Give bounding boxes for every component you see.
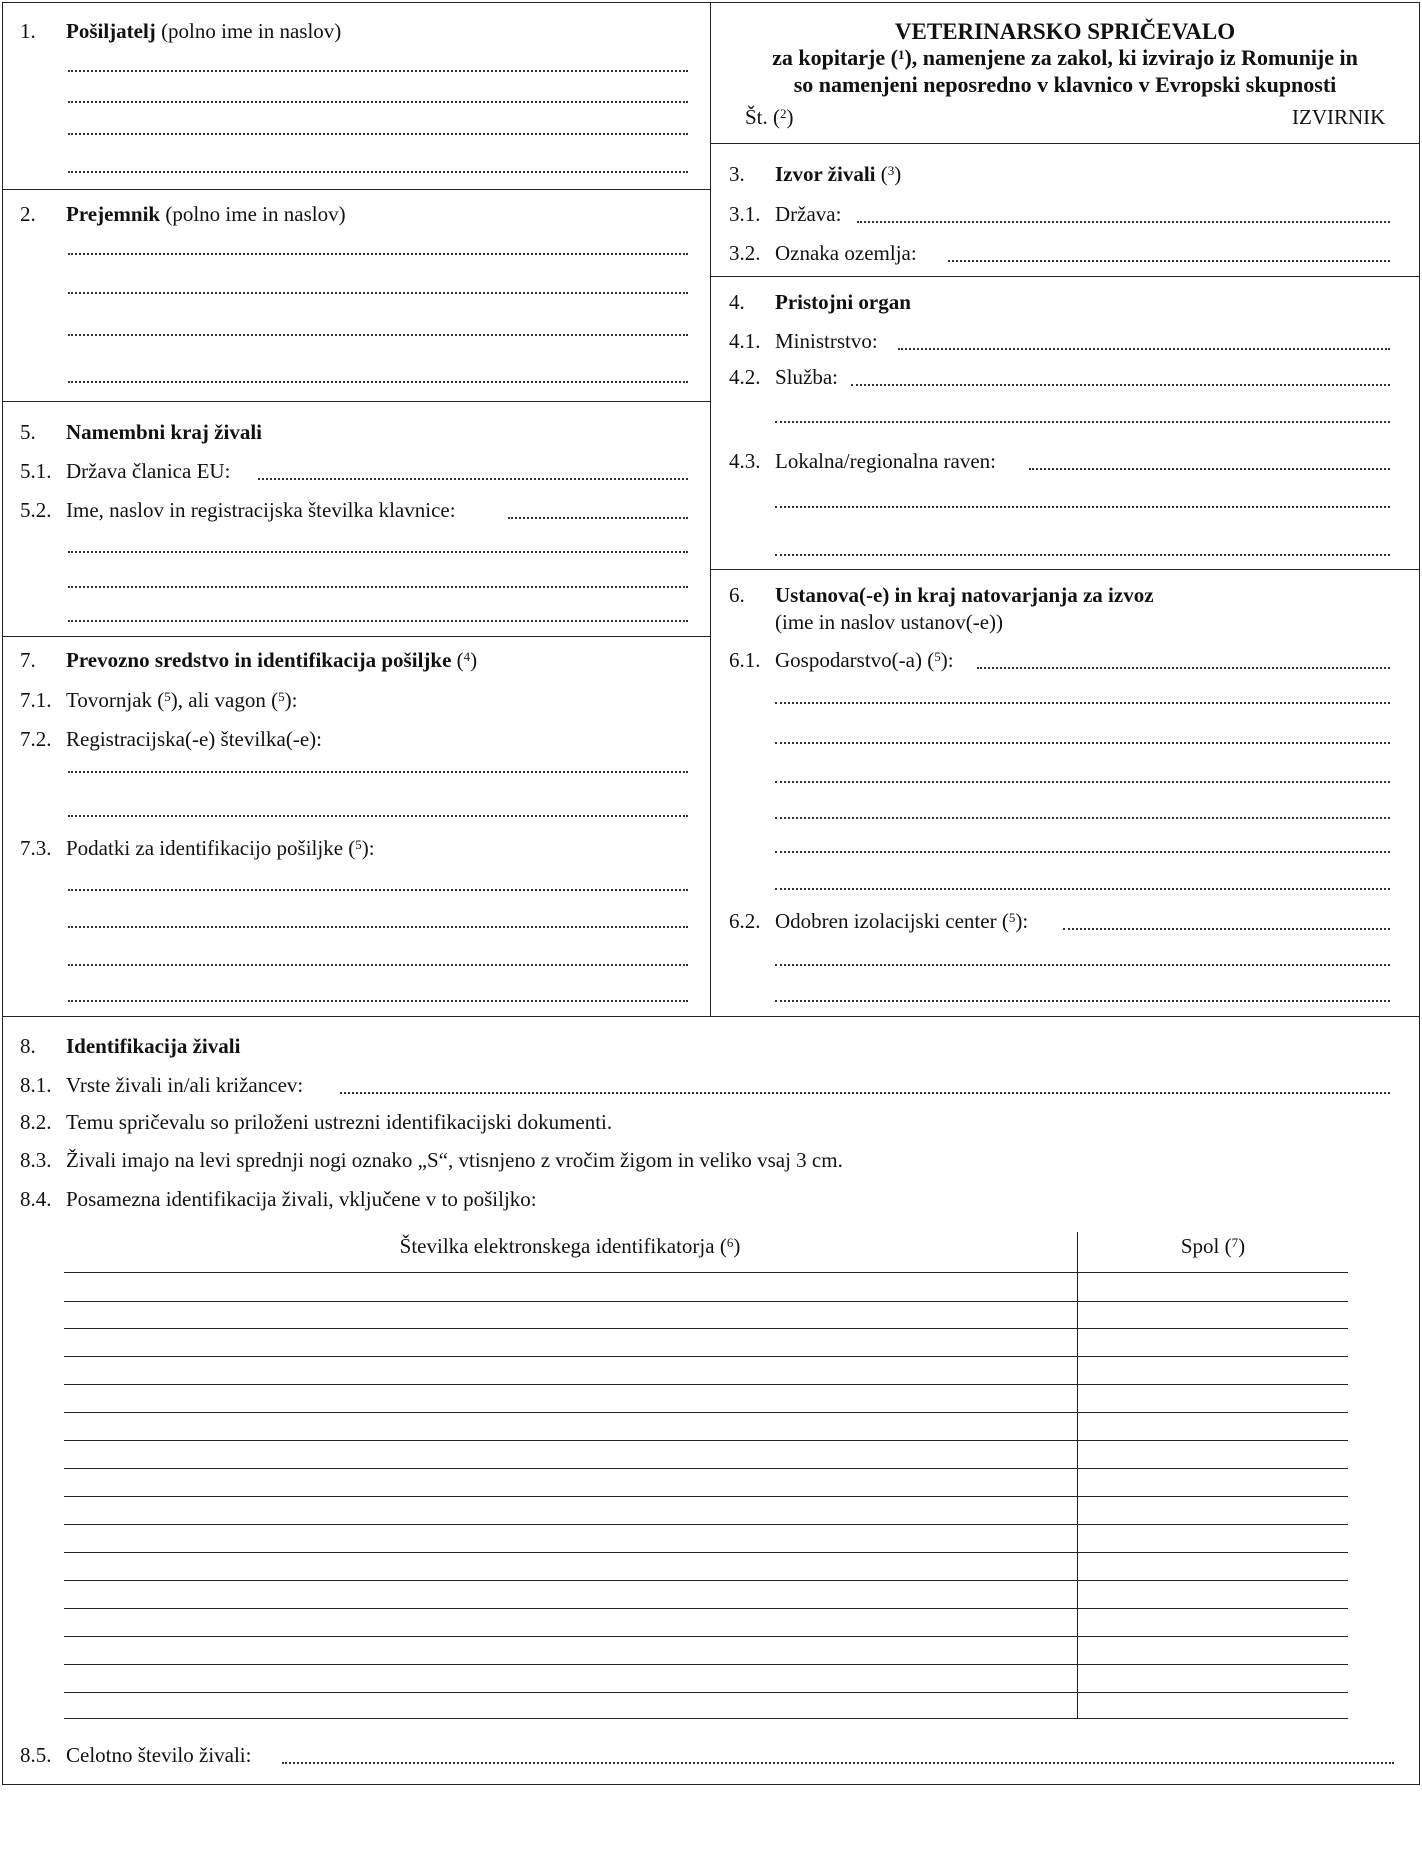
consignee-line[interactable] (68, 292, 688, 294)
slaughterhouse-line[interactable] (68, 551, 688, 553)
holding-line[interactable] (775, 702, 1390, 704)
table-row[interactable] (64, 1301, 1348, 1302)
total-animals-label: Celotno število živali: (66, 1743, 252, 1767)
total-animals-field[interactable] (282, 1762, 1394, 1764)
species-field[interactable] (340, 1092, 1390, 1094)
section-8-3-number: 8.3. (20, 1148, 52, 1172)
ministry-label: Ministrstvo: (775, 329, 878, 353)
ministry-field[interactable] (898, 348, 1390, 350)
table-row[interactable] (64, 1718, 1348, 1719)
isolation-centre-line[interactable] (775, 964, 1390, 966)
section-3-2-number: 3.2. (729, 241, 761, 265)
service-label: Služba: (775, 365, 838, 389)
section-8-2-number: 8.2. (20, 1110, 52, 1134)
section-8-1-number: 8.1. (20, 1073, 52, 1097)
section-3-heading: Izvor živali ($^3$) (775, 162, 902, 186)
section-4-2-number: 4.2. (729, 365, 761, 389)
section-4-1-number: 4.1. (729, 329, 761, 353)
section-1-heading: Pošiljatelj (polno ime in naslov) (66, 19, 342, 43)
destination-member-state-label: Država članica EU: (66, 459, 231, 483)
slaughterhouse-line[interactable] (68, 586, 688, 588)
table-row[interactable] (64, 1524, 1348, 1525)
consignee-line[interactable] (68, 334, 688, 336)
territory-code-label: Oznaka ozemlja: (775, 241, 917, 265)
consignor-line[interactable] (68, 101, 688, 103)
section-1-number: 1. (20, 19, 36, 43)
species-label: Vrste živali in/ali križancev: (66, 1073, 304, 1097)
section-3-1-number: 3.1. (729, 202, 761, 226)
table-row[interactable] (64, 1664, 1348, 1665)
divider (710, 276, 1420, 277)
section-8-4-number: 8.4. (20, 1187, 52, 1211)
destination-member-state-field[interactable] (258, 478, 688, 480)
transport-type-label: Tovornjak ($^5$), ali vagon ($^5$): (66, 688, 298, 712)
section-6-number: 6. (729, 583, 745, 607)
section-6-2-number: 6.2. (729, 909, 761, 933)
table-row[interactable] (64, 1692, 1348, 1693)
section-6-1-number: 6.1. (729, 648, 761, 672)
section-5-heading: Namembni kraj živali (66, 420, 262, 444)
service-line[interactable] (775, 421, 1390, 423)
holding-line[interactable] (775, 888, 1390, 890)
local-level-field[interactable] (1029, 468, 1390, 470)
divider (710, 569, 1420, 570)
section-2-heading: Prejemnik (polno ime in naslov) (66, 202, 346, 226)
consignment-identification-line[interactable] (68, 964, 688, 966)
section-7-1-number: 7.1. (20, 688, 52, 712)
table-row[interactable] (64, 1356, 1348, 1357)
certificate-title: VETERINARSKO SPRIČEVALO (894, 19, 1236, 44)
section-5-2-number: 5.2. (20, 498, 52, 522)
consignor-line[interactable] (68, 171, 688, 173)
section-7-number: 7. (20, 648, 36, 672)
consignee-line[interactable] (68, 381, 688, 383)
holding-line[interactable] (775, 851, 1390, 853)
marking-statement: Živali imajo na levi sprednji nogi oznako „S“, vtisnjeno z vročim žigom in veliko vsaj 3 cm. (66, 1148, 843, 1172)
holding-field[interactable] (977, 667, 1390, 669)
table-row[interactable] (64, 1608, 1348, 1609)
consignment-identification-line[interactable] (68, 1000, 688, 1002)
certificate-frame (2, 2, 1420, 1785)
holding-line[interactable] (775, 742, 1390, 744)
slaughterhouse-label: Ime, naslov in registracijska številka klavnice: (66, 498, 456, 522)
origin-country-field[interactable] (857, 221, 1390, 223)
holding-line[interactable] (775, 781, 1390, 783)
divider (2, 1016, 1420, 1017)
consignor-line[interactable] (68, 133, 688, 135)
table-row[interactable] (64, 1412, 1348, 1413)
section-7-heading: Prevozno sredstvo in identifikacija pošiljke ($^4$) (66, 648, 478, 672)
table-row[interactable] (64, 1440, 1348, 1441)
documents-statement: Temu spričevalu so priloženi ustrezni identifikacijski dokumenti. (66, 1110, 613, 1134)
certificate-number-label: Št. ($^2$) (745, 105, 794, 129)
section-7-2-number: 7.2. (20, 727, 52, 751)
divider (710, 143, 1420, 144)
consignor-line[interactable] (68, 70, 688, 72)
section-4-number: 4. (729, 290, 745, 314)
registration-number-line[interactable] (68, 771, 688, 773)
table-row[interactable] (64, 1384, 1348, 1385)
isolation-centre-label: Odobren izolacijski center ($^5$): (775, 909, 1029, 933)
section-2-number: 2. (20, 202, 36, 226)
consignment-identification-line[interactable] (68, 889, 688, 891)
column-divider (710, 2, 711, 1016)
table-row[interactable] (64, 1468, 1348, 1469)
territory-code-field[interactable] (948, 260, 1390, 262)
section-7-3-number: 7.3. (20, 836, 52, 860)
slaughterhouse-line[interactable] (68, 620, 688, 622)
section-4-3-number: 4.3. (729, 449, 761, 473)
section-6-description: (ime in naslov ustanov(-e)) (775, 610, 1004, 634)
consignment-identification-line[interactable] (68, 926, 688, 928)
section-8-heading: Identifikacija živali (66, 1034, 241, 1058)
registration-number-label: Registracijska(-e) številka(-e): (66, 727, 322, 751)
certificate-subtitle-line2: so namenjeni neposredno v klavnico v Evropski skupnosti (793, 72, 1337, 97)
divider (2, 401, 710, 402)
table-row[interactable] (64, 1328, 1348, 1329)
divider (2, 189, 710, 190)
section-5-number: 5. (20, 420, 36, 444)
table-row[interactable] (64, 1496, 1348, 1497)
section-8-number: 8. (20, 1034, 36, 1058)
isolation-centre-line[interactable] (775, 1000, 1390, 1002)
section-4-heading: Pristojni organ (775, 290, 911, 314)
divider (2, 636, 710, 637)
certificate-subtitle: za kopitarje ($^1$), namenjene za zakol, ki izvirajo iz Romunije in (772, 45, 1358, 70)
consignment-identification-label: Podatki za identifikacijo pošiljke ($^5$): (66, 836, 375, 860)
section-8-5-number: 8.5. (20, 1743, 52, 1767)
section-3-number: 3. (729, 162, 745, 186)
origin-country-label: Država: (775, 202, 842, 226)
individual-identification-label: Posamezna identifikacija živali, vključene v to pošiljko: (66, 1187, 537, 1211)
slaughterhouse-field[interactable] (508, 517, 688, 519)
local-level-line[interactable] (775, 506, 1390, 508)
holding-label: Gospodarstvo(-a) ($^5$): (775, 648, 954, 672)
table-row[interactable] (64, 1636, 1348, 1637)
section-6-heading: Ustanova(-e) in kraj natovarjanja za izvoz (775, 583, 1154, 607)
table-header-electronic-id: Številka elektronskega identifikatorja ($^6$) (399, 1234, 741, 1258)
service-field[interactable] (851, 384, 1390, 386)
table-row[interactable] (64, 1552, 1348, 1553)
local-level-label: Lokalna/regionalna raven: (775, 449, 996, 473)
isolation-centre-field[interactable] (1063, 928, 1390, 930)
table-header-sex: Spol ($^7$) (1180, 1234, 1246, 1258)
holding-line[interactable] (775, 817, 1390, 819)
table-row[interactable] (64, 1272, 1348, 1273)
section-5-1-number: 5.1. (20, 459, 52, 483)
local-level-line[interactable] (775, 554, 1390, 556)
consignee-line[interactable] (68, 253, 688, 255)
registration-number-line[interactable] (68, 815, 688, 817)
table-column-divider (1077, 1232, 1078, 1718)
original-label: IZVIRNIK (1292, 105, 1386, 129)
table-row[interactable] (64, 1580, 1348, 1581)
